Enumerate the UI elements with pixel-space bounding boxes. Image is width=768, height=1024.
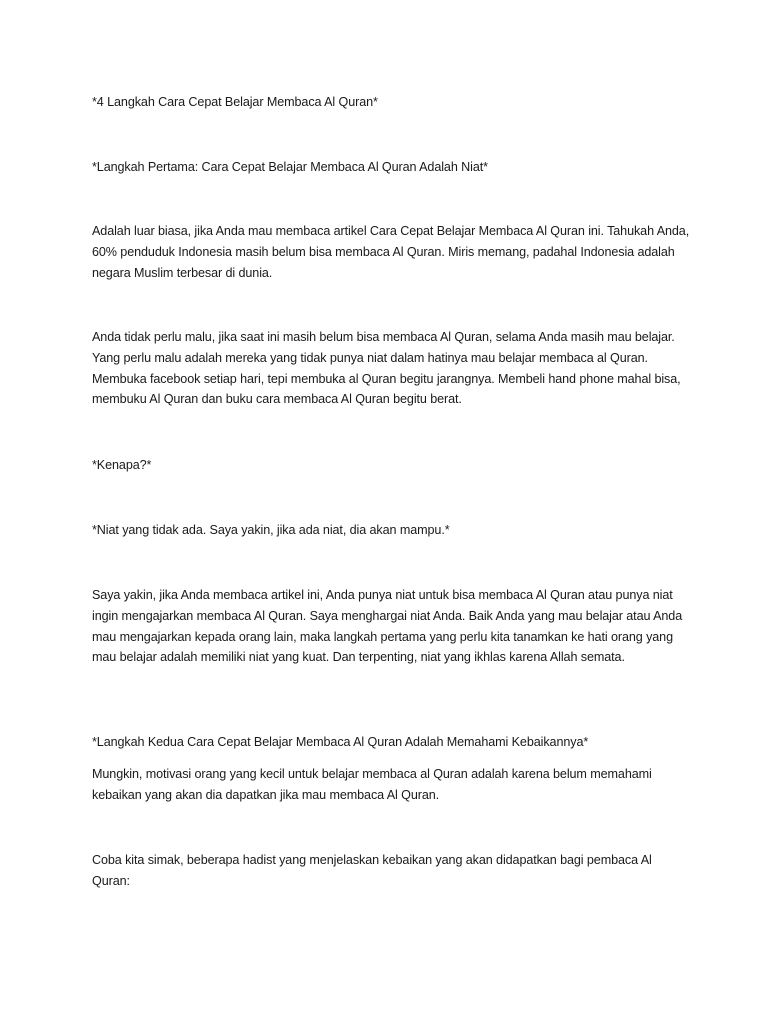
paragraph-motivation: Mungkin, motivasi orang yang kecil untuk belajar membaca al Quran adalah karena belum memahami kebaikan yang akan dia dapatkan jika mau membaca Al Quran.	[92, 767, 652, 802]
step-one-heading: *Langkah Pertama: Cara Cepat Belajar Membaca Al Quran Adalah Niat*	[92, 160, 488, 174]
paragraph-hadith-intro: Coba kita simak, beberapa hadist yang menjelaskan kebaikan yang akan didapatkan bagi pembaca Al Quran:	[92, 853, 652, 888]
paragraph-intention: Saya yakin, jika Anda membaca artikel ini, Anda punya niat untuk bisa membaca Al Quran atau punya niat ingin mengajarkan membaca Al Quran. Saya menghargai niat Anda. Baik Anda yang mau belajar atau Anda mau mengajarkan kepada orang lain, maka langkah pertama yang perlu kita tanamkan ke hati orang yang mau belajar adalah memiliki niat yang kuat. Dan terpenting, niat yang ikhlas karena Allah semata.	[92, 588, 683, 665]
step-two-heading: *Langkah Kedua Cara Cepat Belajar Membaca Al Quran Adalah Memahami Kebaikannya*	[92, 735, 589, 749]
answer-heading: *Niat yang tidak ada. Saya yakin, jika ada niat, dia akan mampu.*	[92, 523, 450, 537]
paragraph-no-shame: Anda tidak perlu malu, jika saat ini masih belum bisa membaca Al Quran, selama Anda masih mau belajar. Yang perlu malu adalah mereka yang tidak punya niat dalam hatinya mau belajar membaca al Quran. Membuka facebook setiap hari, tepi membuka al Quran begitu jarangnya. Membeli hand phone mahal bisa, membuku Al Quran dan buku cara membaca Al Quran begitu berat.	[92, 330, 681, 407]
document-title: *4 Langkah Cara Cepat Belajar Membaca Al Quran*	[92, 95, 378, 109]
paragraph-intro: Adalah luar biasa, jika Anda mau membaca artikel Cara Cepat Belajar Membaca Al Quran ini. Tahukah Anda, 60% penduduk Indonesia masih belum bisa membaca Al Quran. Miris memang, padahal Indonesia adalah negara Muslim terbesar di dunia.	[92, 224, 690, 280]
why-heading: *Kenapa?*	[92, 458, 152, 472]
